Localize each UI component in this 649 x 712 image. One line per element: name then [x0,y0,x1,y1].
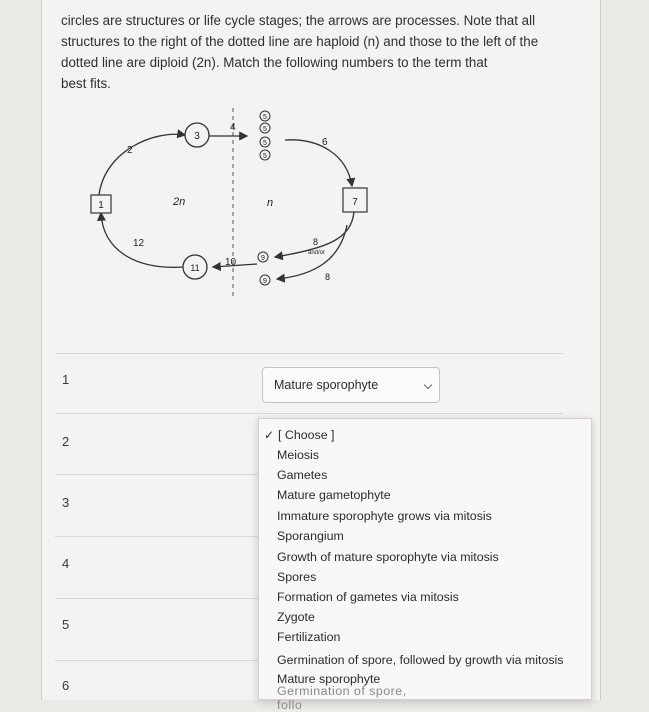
label-9: 9 [261,255,265,262]
label-5: 5 [263,140,267,147]
row-divider [55,353,563,354]
dropdown-option[interactable]: Spores [277,570,317,584]
label-2: 2 [127,145,133,156]
label-1: 1 [98,200,104,211]
arrow-6 [285,140,352,186]
dropdown-option[interactable]: Immature sporophyte grows via mitosis [277,509,492,523]
option-label: Germination of spore, follo [277,684,407,712]
ploidy-label-2n: 2n [173,196,186,208]
question-number: 2 [62,434,70,449]
label-5: 5 [263,153,267,160]
life-cycle-diagram [85,100,385,305]
dropdown-option[interactable]: Growth of mature sporophyte via mitosis [277,550,499,564]
row-divider [55,413,563,414]
question-number: 5 [62,617,70,632]
dropdown-option[interactable]: Germination of spore, followed by growth via mitosis [277,653,564,667]
label-3: 3 [194,131,200,142]
question-number: 3 [62,495,70,510]
dropdown-option[interactable]: Gametes [277,468,328,482]
label-7: 7 [352,197,358,208]
dropdown-option[interactable]: Mature gametophyte [277,488,391,502]
question-line: circles are structures or life cycle stages; the arrows are processes. Note that all [61,13,536,28]
arrow-2 [99,134,185,195]
label-10: 10 [225,257,237,268]
chevron-down-icon [424,381,432,389]
dropdown-option-partial[interactable] [277,684,427,712]
ploidy-label-n: n [267,197,274,209]
label-5: 5 [263,126,267,133]
dropdown-option[interactable]: Fertilization [277,630,341,644]
dropdown-option[interactable]: Meiosis [277,448,319,462]
dropdown-option[interactable]: Mature sporophyte [277,672,381,686]
question-text [61,10,571,94]
select-value: Mature sporophyte [274,378,379,392]
answer-select-1[interactable] [262,367,440,403]
label-11: 11 [190,263,200,273]
question-number: 1 [62,372,70,387]
label-8: 8 [313,237,319,247]
label-5: 5 [263,114,267,121]
checkmark-icon: ✓ [264,428,275,442]
answer-dropdown-menu [258,418,592,712]
label-9: 9 [263,278,267,285]
question-line: dotted line are diploid (2n). Match the following numbers to the term that [61,55,488,70]
option-label: [ Choose ] [278,428,335,442]
label-4: 4 [230,122,236,133]
dropdown-option[interactable]: Sporangium [277,529,344,543]
dropdown-option[interactable]: Zygote [277,610,315,624]
question-number: 4 [62,556,70,571]
label-12: 12 [133,238,145,249]
dropdown-option[interactable]: Formation of gametes via mitosis [277,590,459,604]
question-number: 6 [62,678,70,693]
dropdown-option-choose[interactable] [264,428,334,442]
label-6: 6 [322,137,328,148]
question-line: structures to the right of the dotted line are haploid (n) and those to the left of the [61,34,539,49]
question-line: best fits. [61,76,111,91]
label-8: 8 [325,272,331,282]
label-and-or: and/or [308,250,326,256]
